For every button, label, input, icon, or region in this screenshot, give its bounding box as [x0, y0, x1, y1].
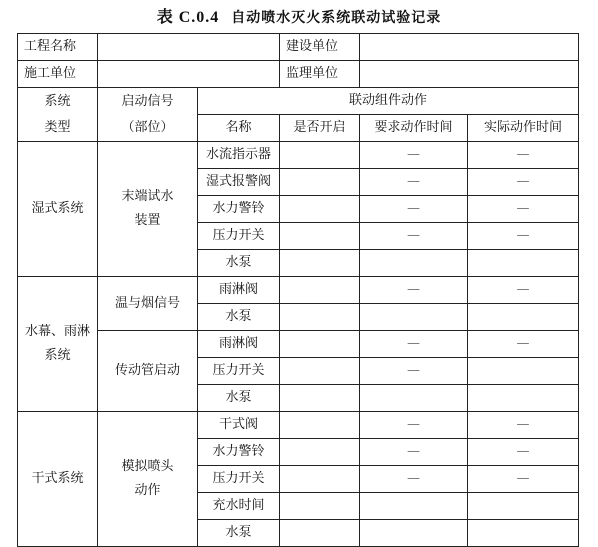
actual-time-cell[interactable]: —: [468, 223, 579, 250]
required-time-cell[interactable]: —: [360, 142, 468, 169]
component-name: 压力开关: [198, 358, 280, 385]
required-time-cell[interactable]: [360, 304, 468, 331]
actual-time-cell[interactable]: —: [468, 277, 579, 304]
opened-cell[interactable]: [280, 439, 360, 466]
table-title-text: 自动喷水灭火系统联动试验记录: [231, 10, 442, 26]
actual-time-cell[interactable]: [468, 358, 579, 385]
component-name: 雨淋阀: [198, 277, 280, 304]
opened-cell[interactable]: [280, 250, 360, 277]
actual-time-cell[interactable]: [468, 250, 579, 277]
table-row: [18, 277, 579, 304]
actual-time-cell[interactable]: —: [468, 331, 579, 358]
start-signal-line: 动作: [134, 483, 161, 498]
actual-time-cell[interactable]: —: [468, 439, 579, 466]
opened-cell[interactable]: [280, 520, 360, 547]
start-signal-line: 装置: [134, 213, 161, 228]
actual-time-cell[interactable]: —: [468, 142, 579, 169]
opened-cell[interactable]: [280, 358, 360, 385]
required-time-cell[interactable]: [360, 385, 468, 412]
required-time-cell[interactable]: —: [360, 169, 468, 196]
actual-time-header: 实际动作时间: [468, 115, 579, 142]
actual-time-cell[interactable]: —: [468, 196, 579, 223]
table-title: [0, 4, 598, 27]
opened-header: 是否开启: [280, 115, 360, 142]
component-name: 充水时间: [198, 493, 280, 520]
supervisor-label: 监理单位: [280, 61, 360, 88]
table-row: [18, 331, 579, 358]
component-name: 压力开关: [198, 466, 280, 493]
opened-cell[interactable]: [280, 493, 360, 520]
start-signal-cell: [98, 412, 198, 547]
required-time-cell[interactable]: —: [360, 439, 468, 466]
info-row: [18, 34, 579, 61]
system-type-line1: 系统: [44, 93, 71, 109]
opened-cell[interactable]: [280, 142, 360, 169]
component-name: 雨淋阀: [198, 331, 280, 358]
table-row: [18, 142, 579, 169]
start-signal-line2: （部位）: [121, 119, 174, 135]
project-name-value[interactable]: [98, 34, 280, 61]
construction-unit-label: 建设单位: [280, 34, 360, 61]
actual-time-cell[interactable]: [468, 493, 579, 520]
required-time-cell[interactable]: —: [360, 223, 468, 250]
required-time-cell[interactable]: —: [360, 196, 468, 223]
start-signal-cell: 温与烟信号: [98, 277, 198, 331]
start-signal-line1: 启动信号: [121, 93, 174, 109]
actual-time-cell[interactable]: [468, 385, 579, 412]
opened-cell[interactable]: [280, 277, 360, 304]
start-signal-line: 模拟喷头: [121, 459, 174, 474]
linkage-test-record-table: [17, 33, 579, 547]
component-name: 水力警铃: [198, 439, 280, 466]
component-name: 湿式报警阀: [198, 169, 280, 196]
contractor-label: 施工单位: [18, 61, 98, 88]
actual-time-cell[interactable]: —: [468, 466, 579, 493]
required-time-cell[interactable]: —: [360, 277, 468, 304]
required-time-cell[interactable]: [360, 250, 468, 277]
header-row: [18, 88, 579, 115]
start-signal-header: [98, 88, 198, 142]
component-name: 压力开关: [198, 223, 280, 250]
opened-cell[interactable]: [280, 331, 360, 358]
opened-cell[interactable]: [280, 196, 360, 223]
actual-time-cell[interactable]: [468, 304, 579, 331]
required-time-cell[interactable]: —: [360, 412, 468, 439]
opened-cell[interactable]: [280, 466, 360, 493]
component-name: 水泵: [198, 385, 280, 412]
component-name: 水泵: [198, 304, 280, 331]
system-type-cell: 湿式系统: [18, 142, 98, 277]
system-type-line: 水幕、雨淋: [24, 324, 90, 339]
actual-time-cell[interactable]: [468, 520, 579, 547]
required-time-cell[interactable]: —: [360, 466, 468, 493]
start-signal-line: 末端试水: [121, 189, 174, 204]
component-name: 水力警铃: [198, 196, 280, 223]
required-time-cell[interactable]: [360, 493, 468, 520]
table-row: [18, 412, 579, 439]
contractor-value[interactable]: [98, 61, 280, 88]
actual-time-cell[interactable]: —: [468, 412, 579, 439]
actual-time-cell[interactable]: —: [468, 169, 579, 196]
component-name: 水泵: [198, 250, 280, 277]
required-time-cell[interactable]: [360, 520, 468, 547]
start-signal-cell: [98, 142, 198, 277]
opened-cell[interactable]: [280, 169, 360, 196]
component-name: 干式阀: [198, 412, 280, 439]
construction-unit-value[interactable]: [360, 34, 579, 61]
table-code: 表 C.0.4: [156, 9, 220, 26]
start-signal-cell: 传动管启动: [98, 331, 198, 412]
required-time-cell[interactable]: —: [360, 358, 468, 385]
opened-cell[interactable]: [280, 223, 360, 250]
info-row: [18, 61, 579, 88]
required-time-header: 要求动作时间: [360, 115, 468, 142]
component-name: 水流指示器: [198, 142, 280, 169]
system-type-line: 系统: [44, 348, 71, 363]
name-header: 名称: [198, 115, 280, 142]
required-time-cell[interactable]: —: [360, 331, 468, 358]
linkage-action-header: 联动组件动作: [198, 88, 579, 115]
system-type-cell: 干式系统: [18, 412, 98, 547]
component-name: 水泵: [198, 520, 280, 547]
system-type-line2: 类型: [44, 119, 71, 135]
project-name-label: 工程名称: [18, 34, 98, 61]
opened-cell[interactable]: [280, 412, 360, 439]
opened-cell[interactable]: [280, 385, 360, 412]
opened-cell[interactable]: [280, 304, 360, 331]
system-type-cell: [18, 277, 98, 412]
system-type-header: [18, 88, 98, 142]
supervisor-value[interactable]: [360, 61, 579, 88]
